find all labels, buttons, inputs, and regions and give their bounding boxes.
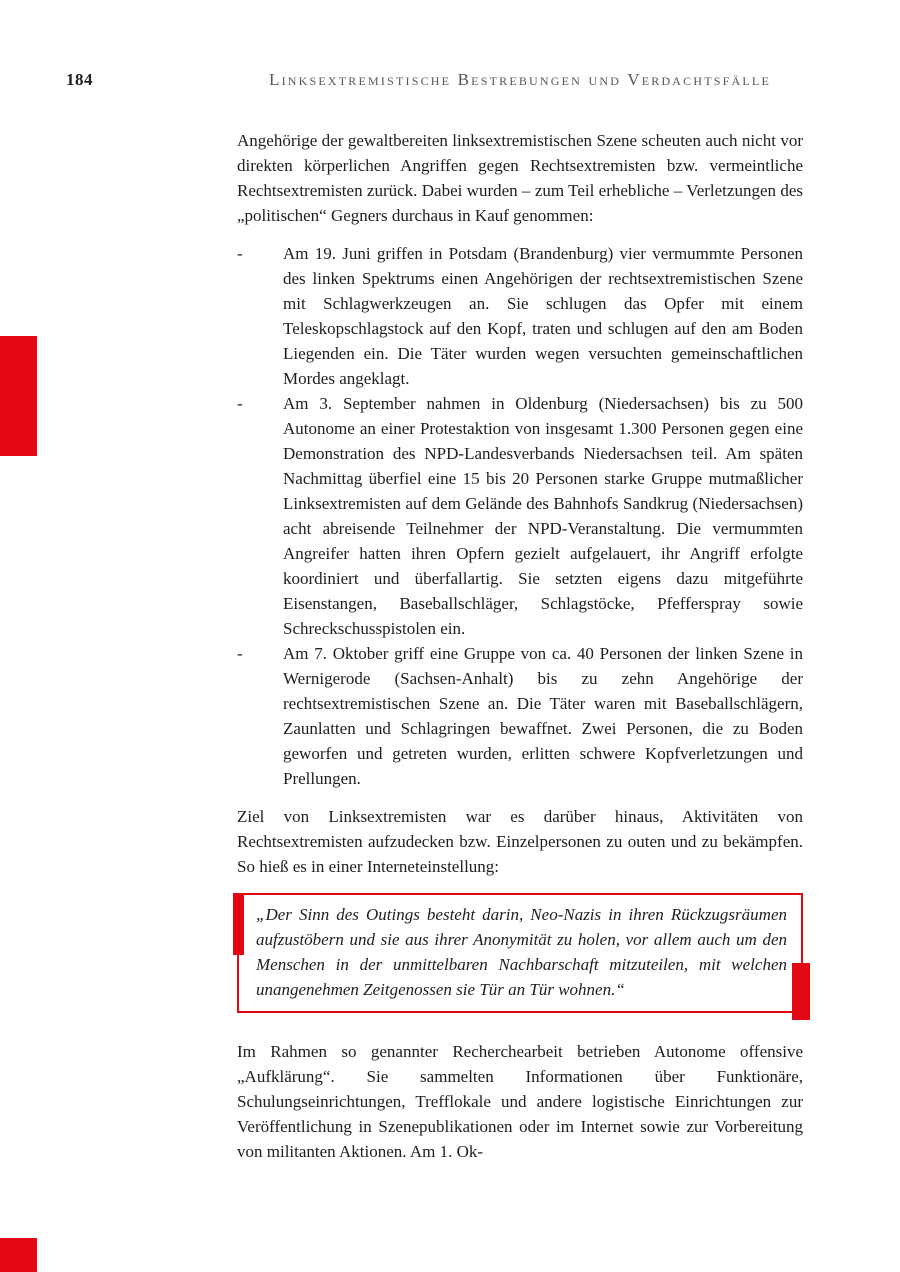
list-item-text: Am 19. Juni griffen in Potsdam (Brandenburg) vier vermummte Personen des linken Spektrums einen Angehörigen der rechtsextremistischen Szene mit Schlagwerkzeugen an. Sie schlugen das Opfer mit einem Teleskopschlagstock auf den Kopf, traten und schlugen auf den am Boden Liegenden ein. Die Täter wurden wegen versuchten gemeinschaftlichen Mordes angeklagt.	[283, 244, 803, 388]
page-number: 184	[66, 70, 93, 89]
list-item-text: Am 7. Oktober griff eine Gruppe von ca. 40 Personen der linken Szene in Wernigerode (Sachsen-Anhalt) bis zu zehn Angehörige der rechtsextremistischen Szene an. Die Täter waren mit Baseballschlägern, Zaunlatten und Schlagringen bewaffnet. Zwei Personen, die zu Boden geworfen und getreten wurden, erlitten schwere Kopfverletzungen und Prellungen.	[283, 644, 803, 788]
outing-paragraph: Ziel von Linksextremisten war es darüber hinaus, Aktivitäten von Rechtsextremisten aufzudecken bzw. Einzelpersonen zu outen und zu bekämpfen. So hieß es in einer Interneteinstellung:	[237, 807, 803, 876]
list-marker: -	[237, 244, 243, 263]
intro-paragraph: Angehörige der gewaltbereiten linksextremistischen Szene scheuten auch nicht vor direkten körperlichen Angriffen gegen Rechtsextremisten bzw. vermeintliche Rechtsextremisten zurück. Dabei wurden – zum Teil erhebliche – Verletzungen des „politischen“ Gegners durchaus in Kauf genommen:	[237, 131, 803, 225]
page-bottom-red-mark	[0, 1238, 37, 1272]
list-item	[237, 241, 803, 391]
list-marker: -	[237, 394, 243, 413]
incident-list	[237, 241, 803, 791]
quote-box	[237, 893, 803, 1013]
page-content	[237, 128, 803, 1177]
quote-accent-top-left	[233, 893, 244, 955]
running-title: Linksextremistische Bestrebungen und Verdachtsfälle	[269, 70, 771, 89]
list-marker: -	[237, 644, 243, 663]
chapter-thumb-tab	[0, 336, 37, 456]
quote-text: „Der Sinn des Outings besteht darin, Neo-Nazis in ihren Rückzugsräumen aufzustöbern und sie aus ihrer Anonymität zu holen, vor allem auch um den Menschen in der unmittelbaren Nachbarschaft mitzuteilen, mit welchen unangenehmen Zeitgenossen sie Tür an Tür wohnen.“	[256, 905, 787, 999]
list-item	[237, 641, 803, 791]
quote-accent-bottom-right	[792, 963, 810, 1020]
research-paragraph: Im Rahmen so genannter Recherchearbeit betrieben Autonome offensive „Aufklärung“. Sie sammelten Informationen über Funktionäre, Schulungseinrichtungen, Trefflokale und andere logistische Einrichtungen zur Veröffentlichung in Szenepublikationen oder im Internet sowie zur Vorbereitung von militanten Aktionen. Am 1. Ok-	[237, 1042, 803, 1161]
list-item	[237, 391, 803, 641]
list-item-text: Am 3. September nahmen in Oldenburg (Niedersachsen) bis zu 500 Autonome an einer Protestaktion von insgesamt 1.300 Personen gegen eine Demonstration des NPD-Landesverbands Niedersachsen teil. Am späten Nachmittag überfiel eine 15 bis 20 Personen starke Gruppe mutmaßlicher Linksextremisten auf dem Gelände des Bahnhofs Sandkrug (Niedersachsen) acht abreisende Teilnehmer der NPD-Veranstaltung. Die vermummten Angreifer hatten ihren Opfern gezielt aufgelauert, ihr Angriff erfolgte koordiniert und überfallartig. Sie setzten eigens dazu mitgeführte Eisenstangen, Baseballschläger, Schlagstöcke, Pfefferspray sowie Schreckschusspistolen ein.	[283, 394, 803, 638]
